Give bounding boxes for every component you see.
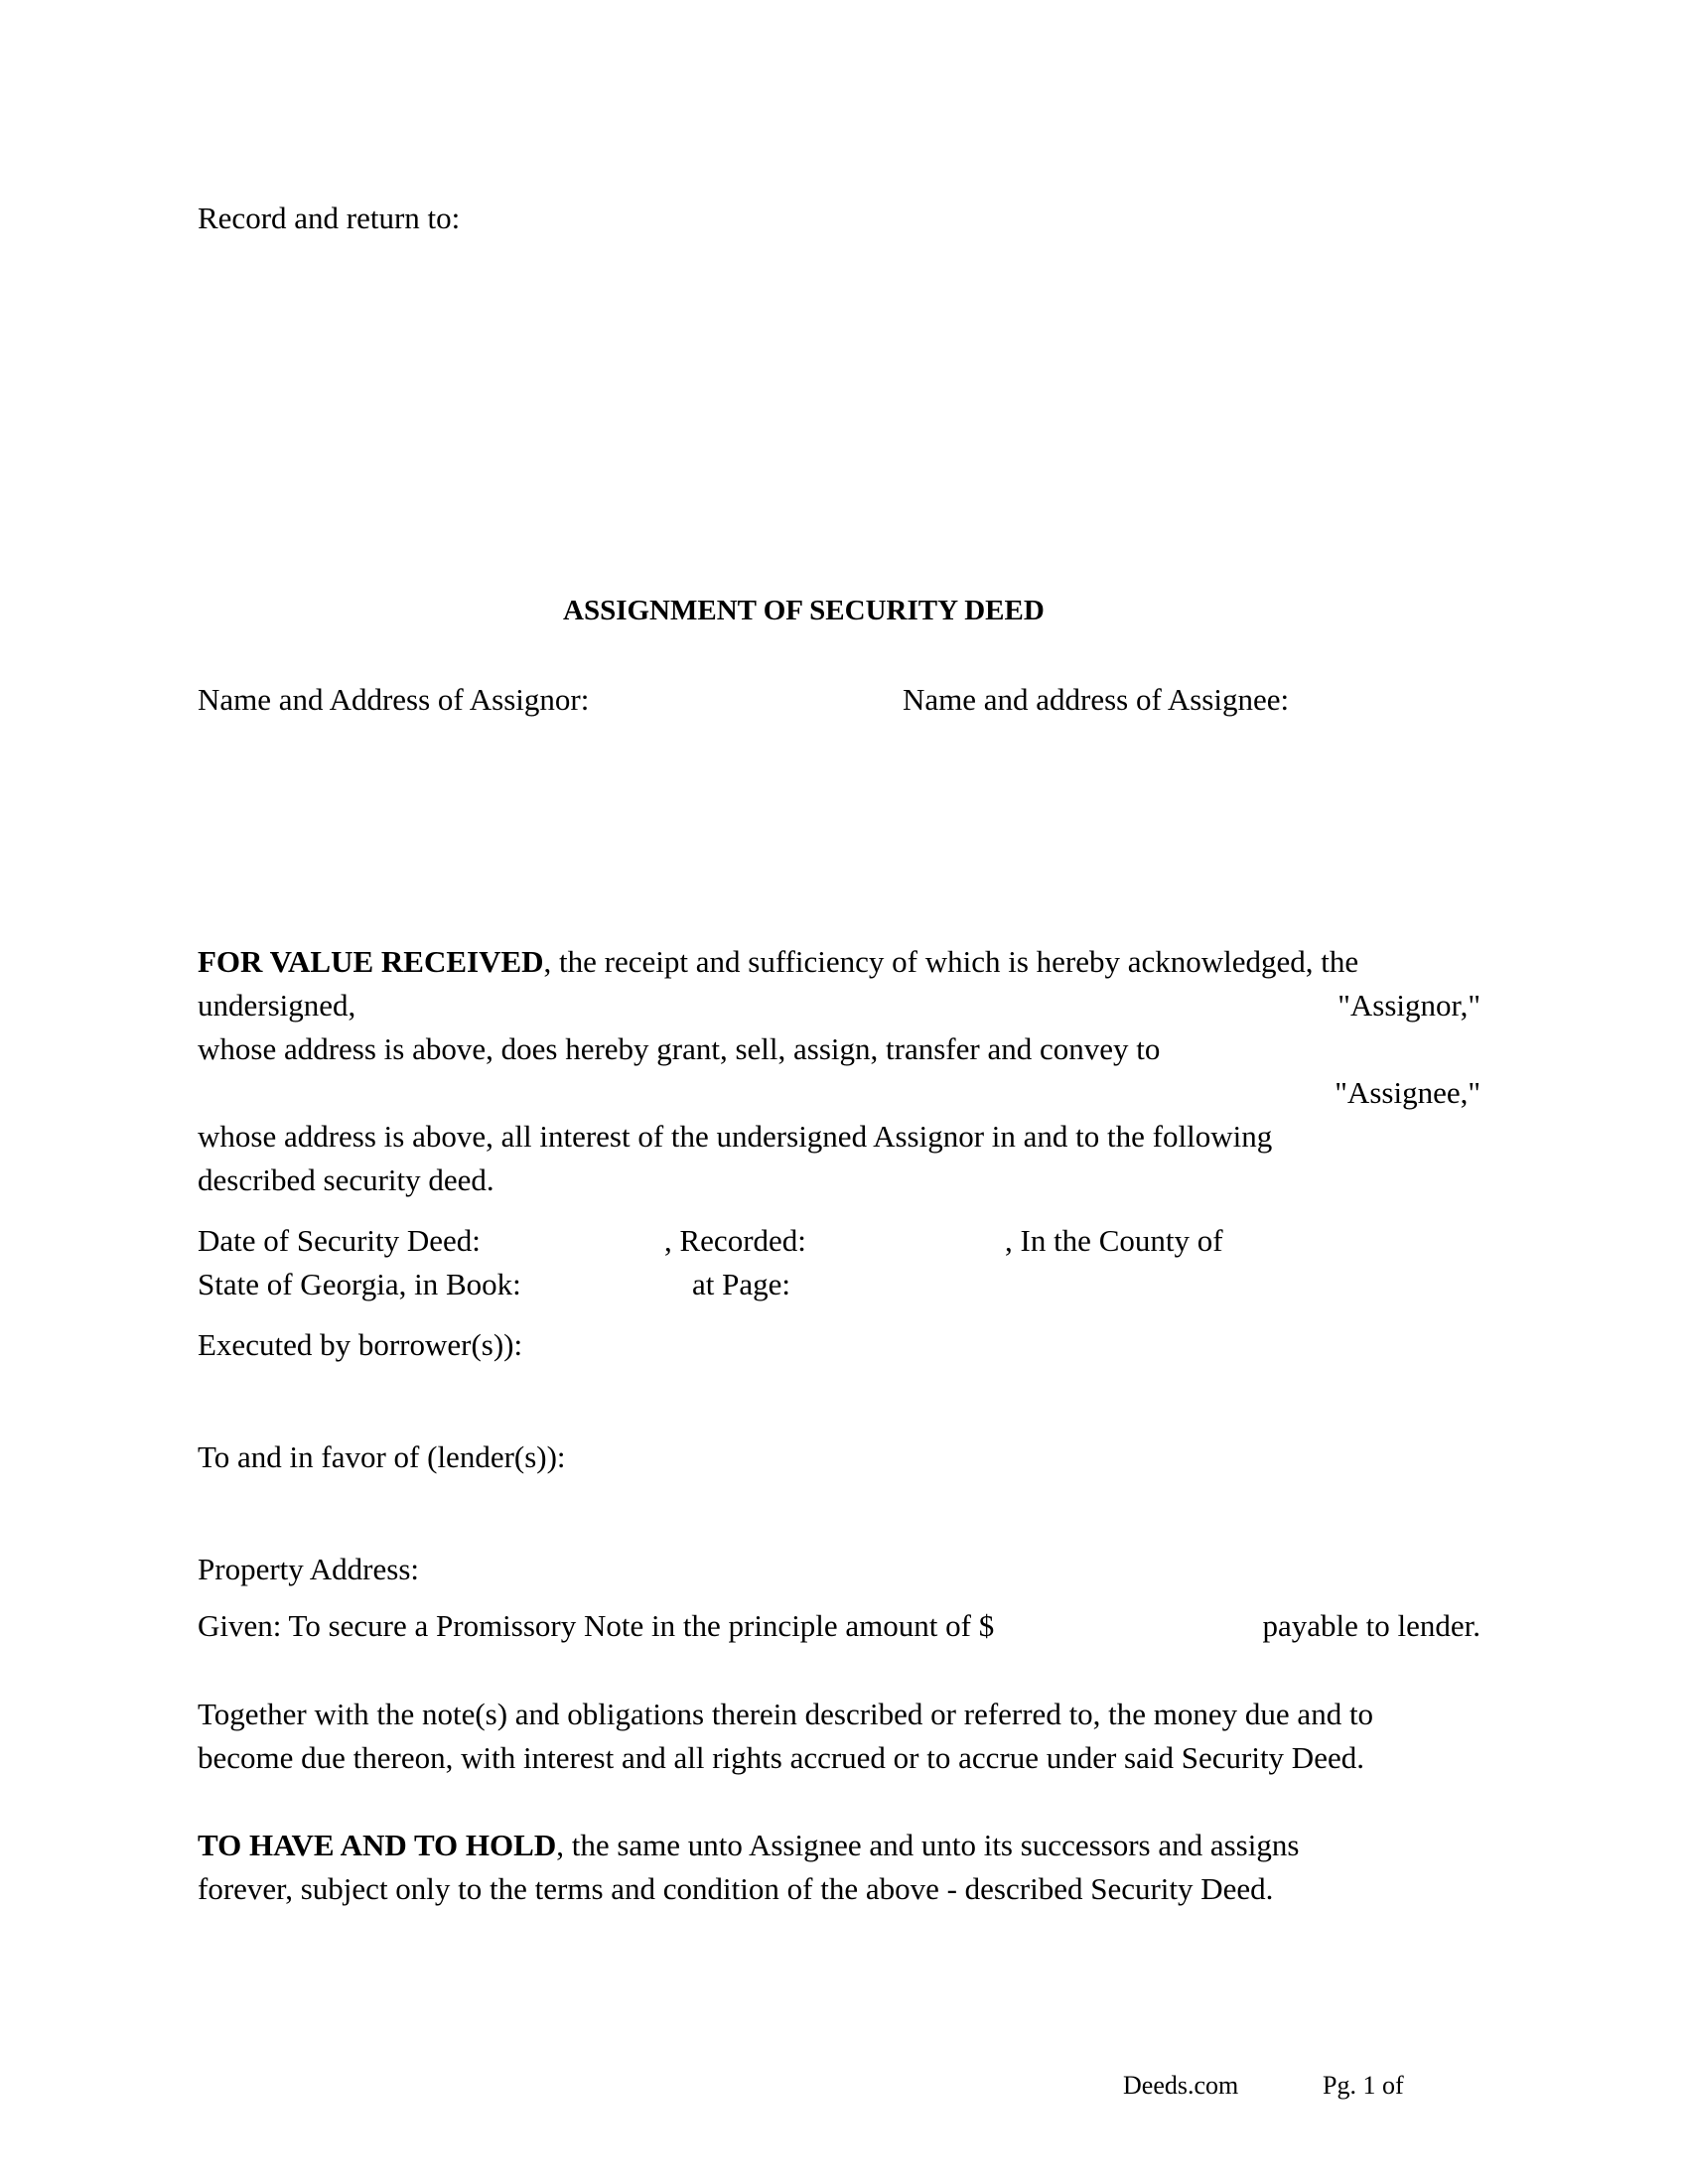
footer-site: Deeds.com [1123, 2071, 1239, 2100]
conveyance-line-1-rest: , the receipt and sufficiency of which is hereby acknowledged, the [543, 944, 1359, 979]
assignor-designation: "Assignor," [1337, 988, 1480, 1023]
conveyance-undersigned: undersigned, [198, 988, 356, 1023]
lender-label: To and in favor of (lender(s)): [198, 1439, 566, 1474]
conveyance-lead: FOR VALUE RECEIVED [198, 944, 544, 979]
conveyance-line-3: whose address is above, does hereby grant, sell, assign, transfer and convey to [198, 1031, 1161, 1066]
county-label: , In the County of [1005, 1223, 1223, 1258]
habendum-line-2: forever, subject only to the terms and condition of the above - described Security Deed. [198, 1871, 1274, 1906]
conveyance-line-6: described security deed. [198, 1162, 494, 1197]
document-title: ASSIGNMENT OF SECURITY DEED [563, 595, 1045, 626]
page-label: at Page: [692, 1267, 790, 1301]
assignor-label: Name and Address of Assignor: [198, 682, 590, 717]
habendum-line-1 [198, 1830, 1299, 1860]
recorded-label: , Recorded: [664, 1223, 806, 1258]
executed-by-label: Executed by borrower(s)): [198, 1327, 523, 1362]
habendum-lead: TO HAVE AND TO HOLD [198, 1828, 557, 1862]
assignee-designation: "Assignee," [1335, 1075, 1480, 1110]
footer-page-number: Pg. 1 of [1323, 2071, 1404, 2100]
date-of-deed-label: Date of Security Deed: [198, 1223, 481, 1258]
payable-label: payable to lender. [1262, 1608, 1480, 1643]
assignee-label: Name and address of Assignee: [903, 682, 1290, 717]
together-line-2: become due thereon, with interest and all rights accrued or to accrue under said Security Deed. [198, 1740, 1364, 1775]
principal-amount-label: Given: To secure a Promissory Note in the principle amount of $ [198, 1608, 995, 1643]
record-return-label: Record and return to: [198, 201, 461, 235]
state-book-label: State of Georgia, in Book: [198, 1267, 521, 1301]
conveyance-line-5: whose address is above, all interest of the undersigned Assignor in and to the following [198, 1119, 1273, 1154]
habendum-line-1-rest: , the same unto Assignee and unto its successors and assigns [556, 1828, 1300, 1862]
together-line-1: Together with the note(s) and obligations therein described or referred to, the money due and to [198, 1697, 1374, 1731]
conveyance-line-1 [198, 946, 1358, 977]
property-address-label: Property Address: [198, 1552, 420, 1586]
